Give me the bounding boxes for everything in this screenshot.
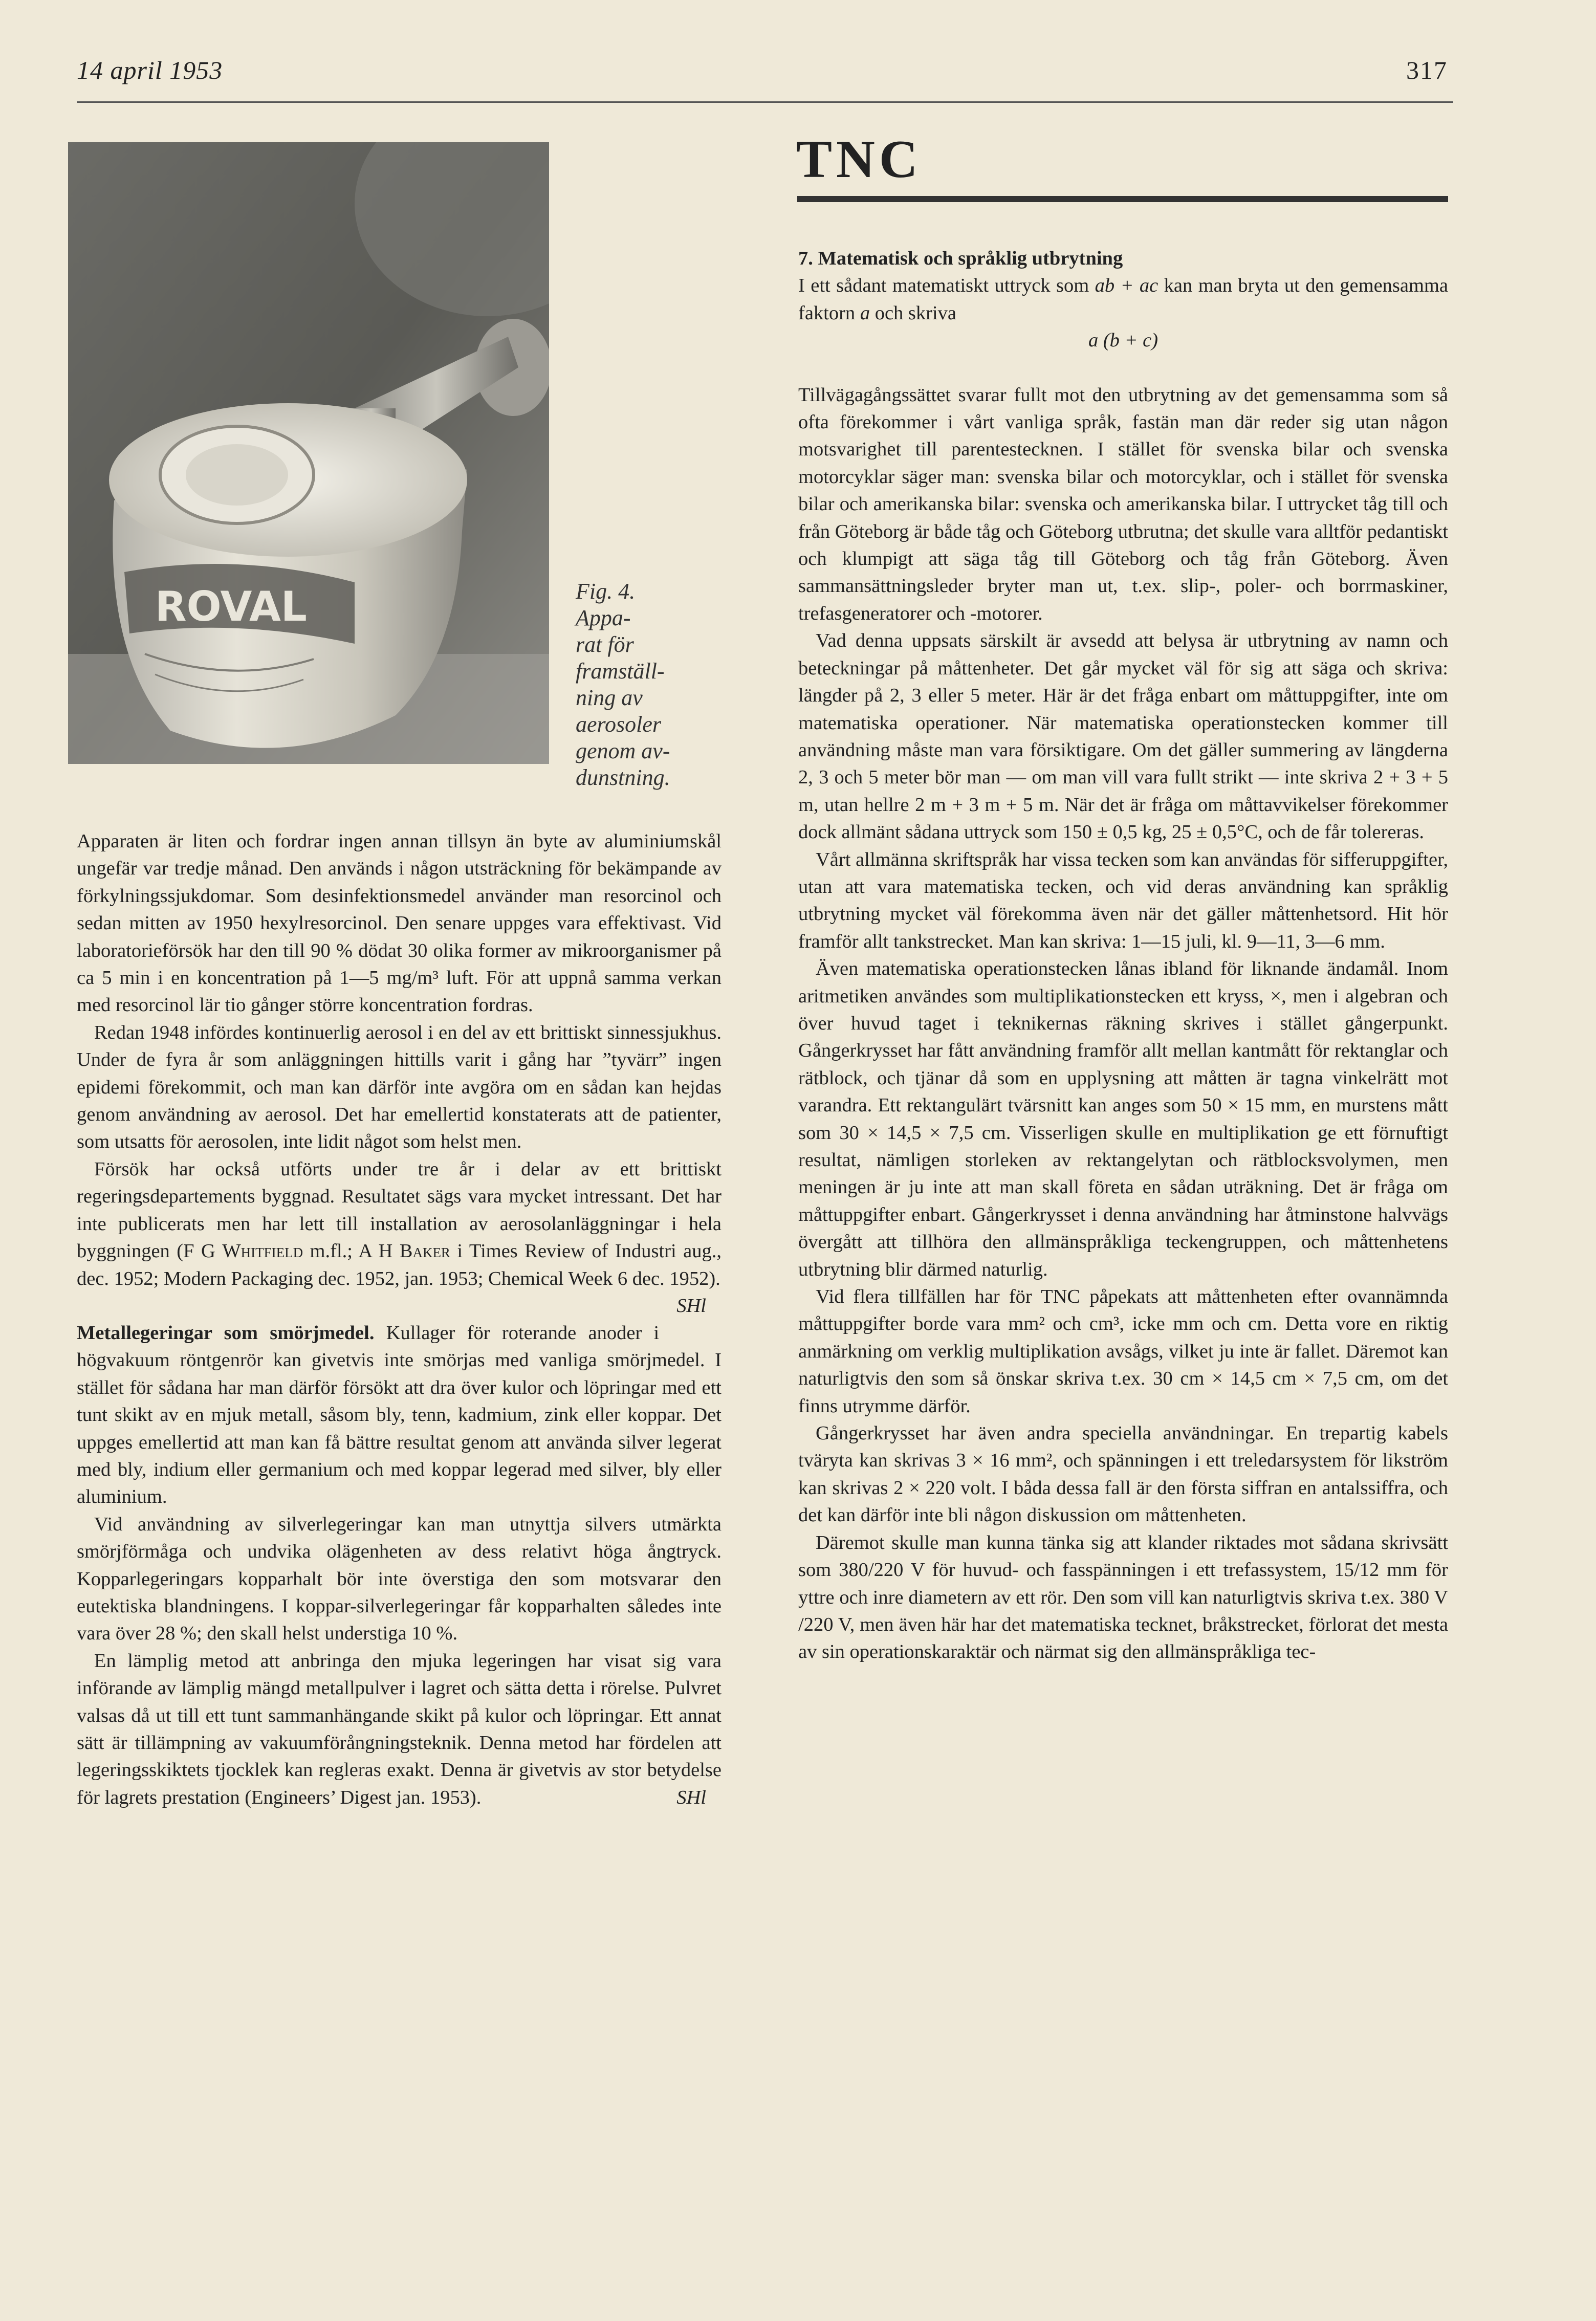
text-run: kan man bryta ut den gemensamma faktorn xyxy=(798,275,1448,324)
article-heading: Metallegeringar som smörjmedel. xyxy=(77,1322,375,1344)
signature: SHl xyxy=(676,1786,706,1808)
paragraph xyxy=(798,272,1448,327)
paragraph: Apparaten är liten och fordrar ingen annan tillsyn än byte av aluminiumskål ungefär var tredje månad. Den används i någon utsträckning för bekämpande av förkylningssjukdomar. Som desinfektionsmedel använder man resorcinol och sedan mitten av 1950 hexylresorcinol. Den senare uppges vara effektivast. Vid laboratorieförsök har den till 90 % dödat 30 olika former av mikroorganismer på ca 5 min i en koncentration på 1—5 mg/m³ luft. För att uppnå samma verkan med resorcinol lär tio gånger större koncentration fordras. xyxy=(77,830,722,1016)
text-run: och skriva xyxy=(870,302,956,324)
text-run: I ett sådant matematiskt uttryck som xyxy=(798,275,1095,297)
figure-photo xyxy=(68,142,549,764)
paragraph: Redan 1948 infördes kontinuerlig aerosol i en del av ett brittiskt sinnessjukhus. Under de fyra år som anläggningen hittills varit i gång har ”tyvärr” ingen epidemi förekommit, och man kan därför inte avgöra om en sådan kan hejdas genom användning av aerosol. Det har emellertid konstaterats att de patienter, som utsatts för aerosolen, inte lidit något som helst men. xyxy=(77,1021,722,1153)
text-run: m.fl.; A H xyxy=(303,1240,400,1262)
formula: a (b + c) xyxy=(1088,330,1158,352)
paragraph: Vid flera tillfällen har för TNC påpekats att måttenheten efter ovannämnda måttuppgifter borde vara mm² och cm³, icke mm och cm. Detta vore en riktig anmärkning om verklig multiplikation avsågs, vilket ju inte är fallet. Däremot kan naturligtvis den som så önskar skriva t.ex. 30 cm × 14,5 cm × 7,5 cm, om det finns utrymme därför. xyxy=(798,1286,1448,1417)
paragraph xyxy=(77,1648,722,1811)
can-label: ROVAL xyxy=(155,583,307,630)
caption-line: aerosoler xyxy=(576,712,662,737)
caption-line: rat för xyxy=(576,632,634,657)
paragraph: Vid användning av silverlegeringar kan man utnyttja silvers utmärkta smörjförmåga och undvika olägenheten av dess relativt höga ångtryck. Kopparlegeringars kopparhalt bör inte överstiga den som motsvarar den eutektiska blandningens. I koppar-silverlegeringar får kopparhalten således inte vara över 28 %; den skall helst understiga 10 %. xyxy=(77,1513,722,1645)
aerosol-apparatus-illustration xyxy=(68,142,549,764)
heading-rule xyxy=(797,196,1448,202)
paragraph: Vårt allmänna skriftspråk har vissa tecken som kan användas för sifferuppgifter, utan att vara matematiska tecken, och vid deras användning kan språklig utbrytning mycket väl förekomma även när det gäller måttenhetsord. Hit hör framför allt tankstrecket. Man kan skriva: 1—15 juli, kl. 9—11, 3—6 mm. xyxy=(798,848,1448,952)
math-variable: a xyxy=(860,302,870,324)
header-date: 14 april 1953 xyxy=(77,56,223,84)
paragraph: Gångerkrysset har även andra speciella användningar. En trepartig kabels tväryta kan skrivas 3 × 16 mm², och spänningen i ett treledarsystem för likström kan skrivas 2 × 220 volt. I båda dessa fall är den första siffran en antalssiffra, och det kan därför inte bli någon diskussion om måttenheten. xyxy=(798,1422,1448,1526)
caption-line: genom av- xyxy=(576,738,670,763)
math-expression: ab + ac xyxy=(1095,275,1158,297)
figure-caption xyxy=(576,578,693,791)
paragraph xyxy=(77,1156,722,1317)
paragraph: Däremot skulle man kunna tänka sig att klander riktades mot sådana skrivsätt som 380/220 V för huvud- och fasspänningen i ett trefassystem, 15/12 mm för yttre och inre diametern av ett rör. Den som vill kan naturligtvis skriva t.ex. 380 V /220 V, men även här har det matematiska tecknet, bråkstrecket, förlorat det mesta av sin operationskaraktär och närmat sig den allmänspråkliga tec- xyxy=(798,1531,1448,1663)
text-run: i Times Review of Industri aug., dec. 1952; Modern Packaging dec. 1952, jan. 1953; Chemical Week 6 dec. 1952). xyxy=(77,1240,722,1289)
caption-line: framställ- xyxy=(576,659,665,684)
caption-line: dunstning. xyxy=(576,765,670,790)
left-column xyxy=(77,828,722,1811)
text-run: En lämplig metod att anbringa den mjuka legeringen har visat sig vara införande av lämplig mängd metallpulver i lagret och sätta detta i rörelse. Pulvret valsas då ut till ett tunt sammanhängande skikt på kulor och löpringar. Ett annat sätt är tillämpning av vakuumförångningsteknik. Denna metod har fördelen att legeringsskiktets tjocklek kan regleras exakt. Denna är givetvis av stor betydelse för lagrets prestation (Engineers’ Digest jan. 1953). xyxy=(77,1650,722,1808)
text-run: Försök har också utförts under tre år i delar av ett brittiskt regeringsdepartements byggnad. Resultatet sägs vara mycket intressant. Det har inte publicerats men har lett till installation av aerosolanläggningar i hela byggningen (F G xyxy=(77,1158,722,1262)
text-run: Kullager för roterande anoder i högvakuum röntgenrör kan givetvis inte smörjas med vanliga smörjmedel. I stället för sådana har man därför försökt att dra över kulor och löpringar med ett tunt skikt av en mjuk metall, såsom bly, tenn, kadmium, zink eller koppar. Det uppges emellertid att man kan få bättre resultat genom att använda silver legerat med bly, indium eller germanium och med koppar legerad med silver, bly eller aluminium. xyxy=(77,1322,722,1508)
author-name: Baker xyxy=(399,1240,450,1262)
paragraph: Även matematiska operationstecken lånas ibland för liknande ändamål. Inom aritmetiken användes som multiplikationstecken ett kryss, ×, men i algebran och över huvud taget i teknikernas räkning skrives i stället gångerpunkt. Gångerkrysset har fått användning framför allt mellan kantmått för rektanglar och rätblock, och tjänar då som en upplysning att måtten är tagna vinkelrätt mot varandra. Ett rektangulärt tvärsnitt kan anges som 50 × 15 mm, en murstens mått som 30 × 14,5 × 7,5 cm. Visserligen skulle en multiplikation ge ett förnuftigt resultat, nämligen storleken av rektangelytan och rätblocksvolymen, men meningen är ju inte att man skall företa en sådan uträkning. Det är fråga om måttuppgifter enbart. Gångerkrysset i denna användning har åtminstone halvvägs övergått att tillhöra den allmänspråkliga teckengruppen, och måttenhetens utbrytning blir därmed naturlig. xyxy=(798,958,1448,1280)
caption-line: Fig. 4. Appa- xyxy=(576,579,636,630)
subsection-title xyxy=(798,245,1448,272)
author-name: Whitfield xyxy=(222,1240,303,1262)
paragraph: Tillvägagångssättet svarar fullt mot den utbrytning av det gemensamma som så ofta förekommer i vårt vanliga språk, fastän man där reder sig utan någon motsvarighet till parentestecknen. I stället för svenska bilar och svenska motorcyklar säger man: svenska bilar och motorcyklar, och i stället för svenska bilar och amerikanska bilar: svenska och amerikanska bilar. I uttrycket tåg till och från Göteborg är både tåg och Göteborg utbrutna; det skulle vara alltför pedantiskt och klumpigt att säga tåg till Göteborg och tåg från Göteborg. Även sammansättningsleder bryter man ut, t.ex. slip-, poler- och borrmaskiner, trefasgeneratorer och -motorer. xyxy=(798,384,1448,624)
right-column xyxy=(798,245,1448,1666)
caption-line: ning av xyxy=(576,685,643,710)
page-number: 317 xyxy=(1406,56,1448,84)
subsection-title-text: 7. Matematisk och språklig utbrytning xyxy=(798,248,1123,269)
header-rule xyxy=(77,101,1453,103)
signature: SHl xyxy=(676,1295,706,1317)
paragraph xyxy=(77,1320,722,1511)
section-heading-tnc: TNC xyxy=(796,129,922,189)
paragraph: Vad denna uppsats särskilt är avsedd att belysa är utbrytning av namn och beteckningar på måttenheter. Det går mycket väl för sig att säga och skriva: längder på 2, 3 eller 5 meter. Här är det fråga enbart om måttuppgifter, inte om matematiska operationer. När matematiska operationstecken kommer till användning måste man vara försiktigare. Om det gäller summering av längderna 2, 3 och 5 meter bör man — om man vill vara fullt strikt — inte skriva 2 + 3 + 5 m, utan hellre 2 m + 3 m + 5 m. När det är fråga om måttavvikelser förekommer dock allmänt sådana uttryck som 150 ± 0,5 kg, 25 ± 0,5°C, och de får tolereras. xyxy=(798,630,1448,843)
